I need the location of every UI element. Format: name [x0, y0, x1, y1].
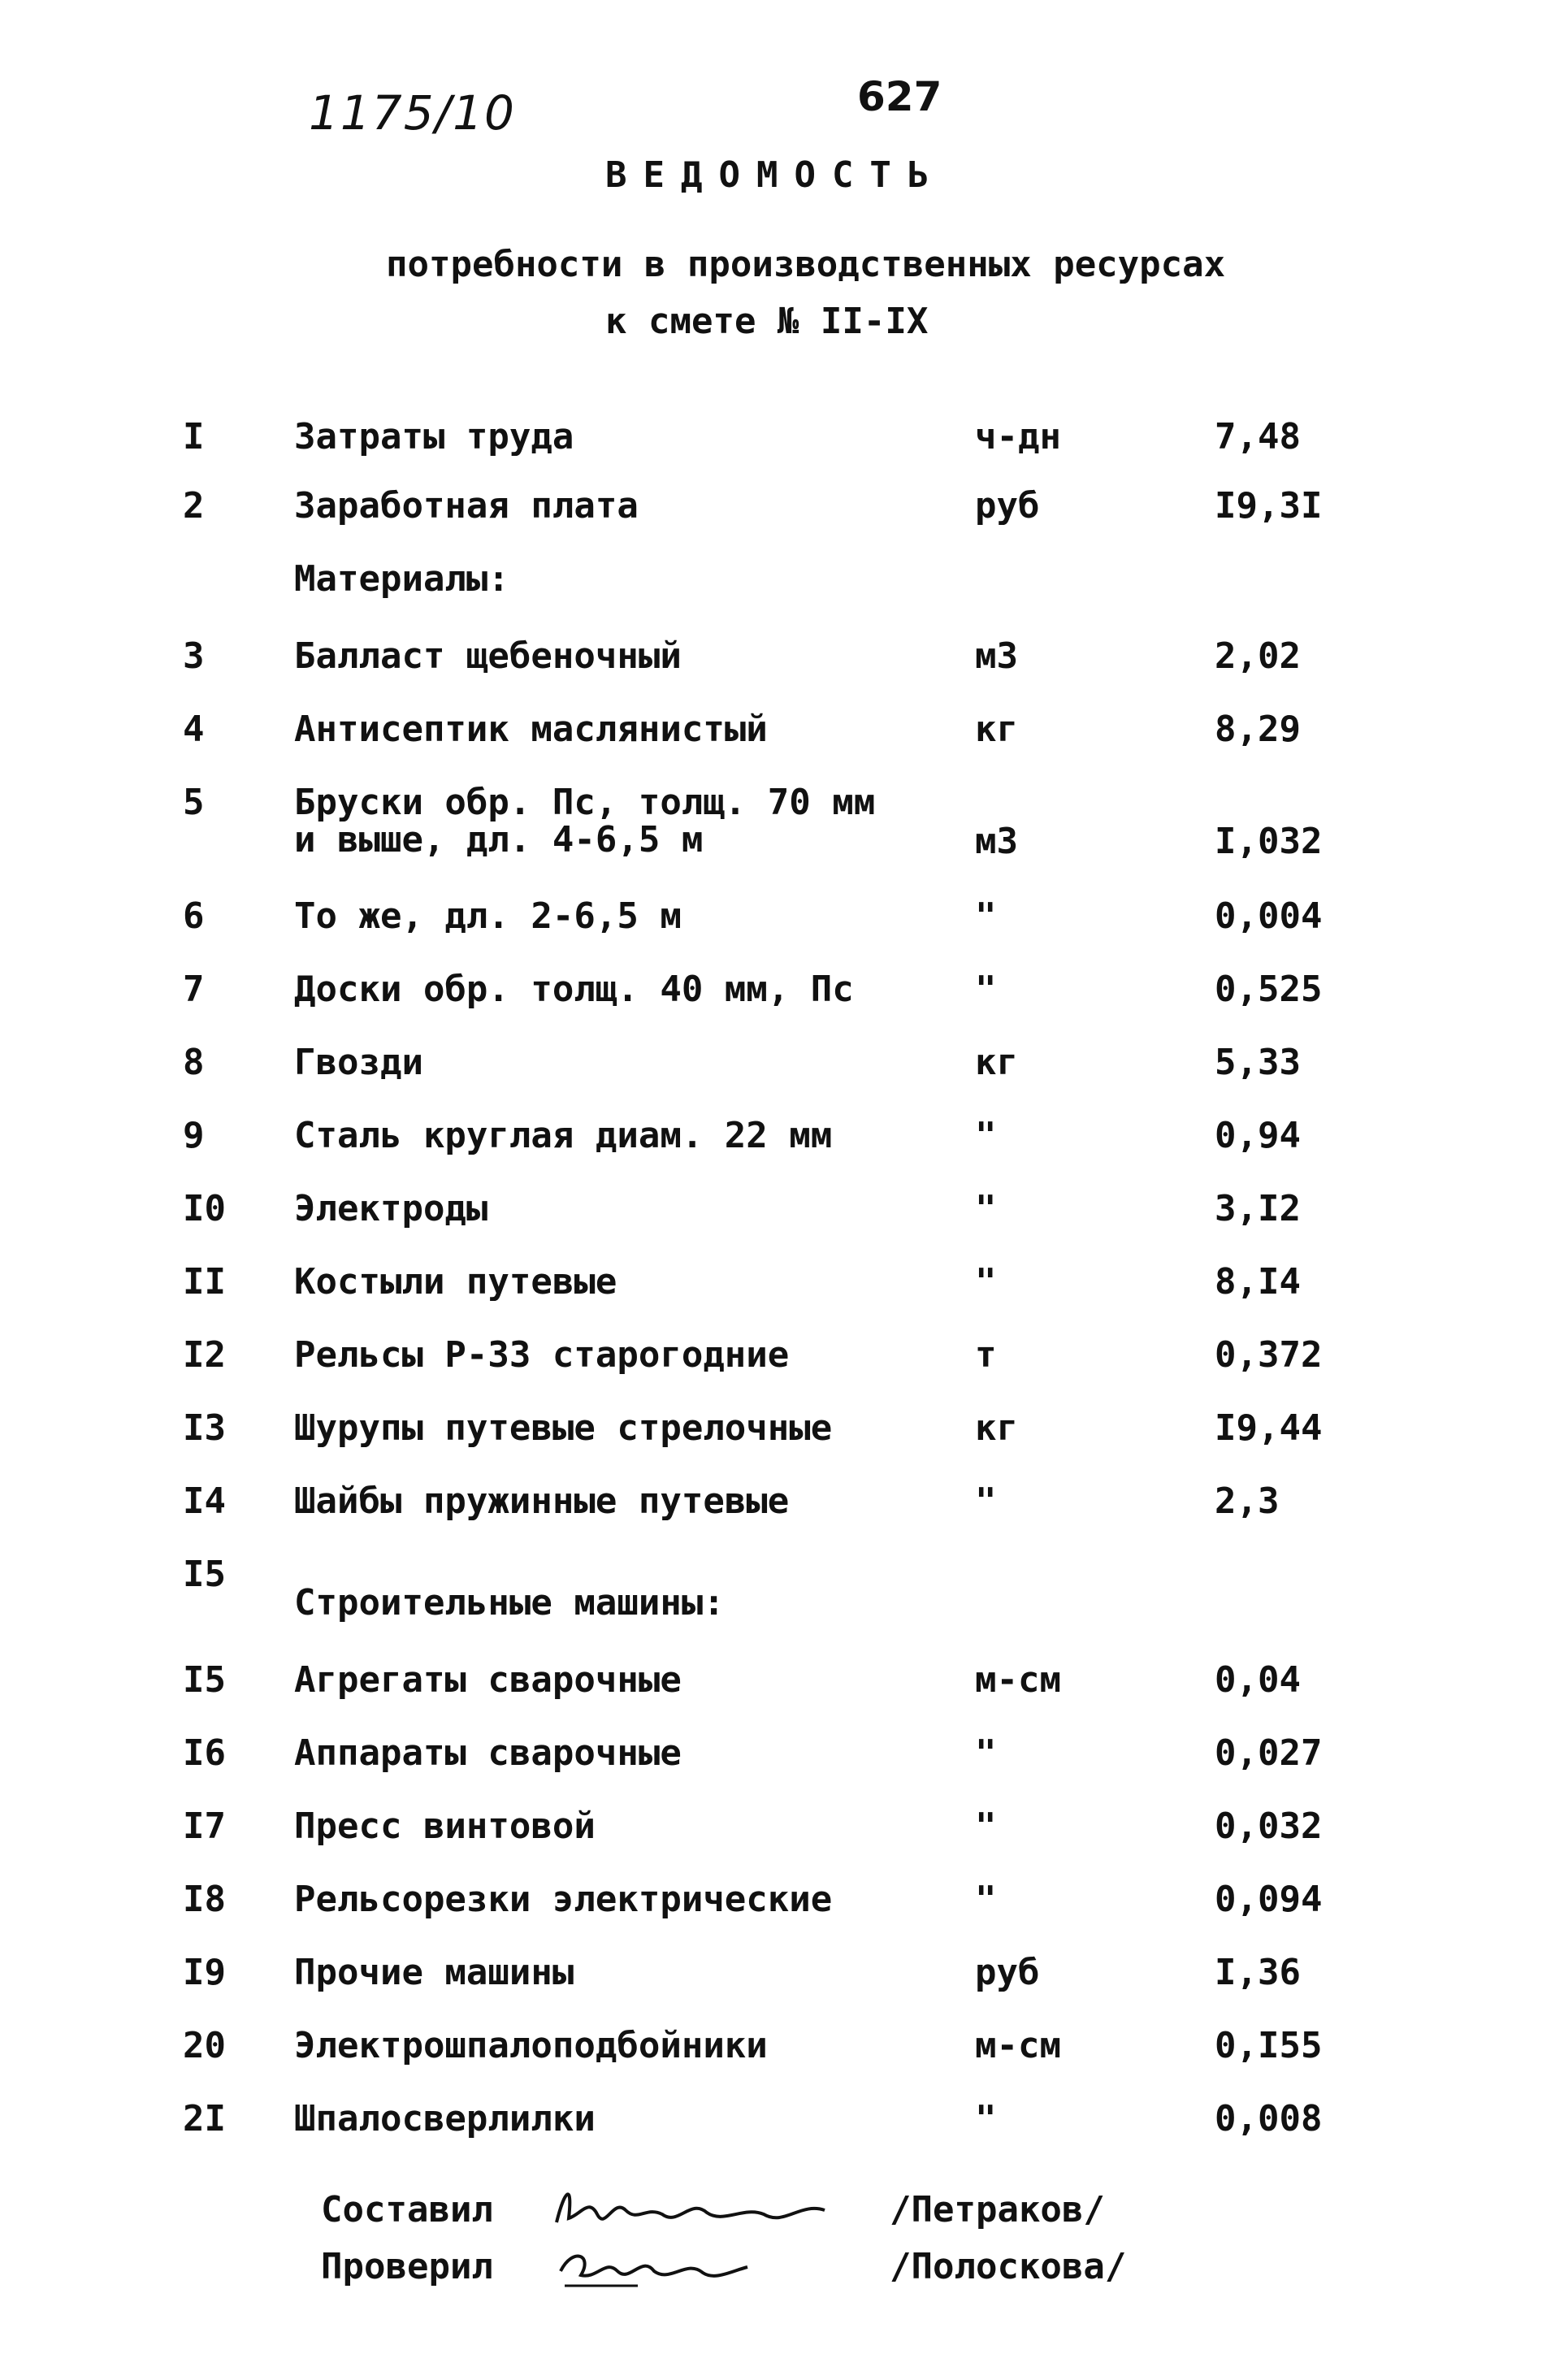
row-number: 9 — [183, 1115, 205, 1156]
row-name: Заработная плата — [294, 485, 639, 527]
checked-by-name: /Полоскова/ — [890, 2246, 1127, 2287]
row-name: Бруски обр. Пс, толщ. 70 мм и выше, дл. 4-6,5 м — [294, 782, 876, 861]
row-name: Рельсорезки электрические — [294, 1879, 833, 1920]
document-subtitle-line2: к смете № II-IX — [605, 301, 929, 342]
row-number: I9 — [183, 1952, 226, 1993]
row-value: 7,48 — [1215, 416, 1301, 457]
row-name: Электроды — [294, 1188, 488, 1229]
row-name: Шпалосверлилки — [294, 2098, 596, 2139]
row-name: Сталь круглая диам. 22 мм — [294, 1115, 833, 1156]
row-unit: " — [975, 1732, 997, 1774]
row-name: Доски обр. толщ. 40 мм, Пс — [294, 969, 854, 1010]
row-name: Балласт щебеночный — [294, 635, 682, 677]
row-unit: м3 — [975, 635, 1018, 677]
row-number: I2 — [183, 1334, 226, 1376]
row-number: 2I — [183, 2098, 226, 2139]
row-number: I5 — [183, 1659, 226, 1701]
row-value: I,36 — [1215, 1952, 1301, 1993]
row-number: I8 — [183, 1879, 226, 1920]
compiled-by-label: Составил — [321, 2189, 493, 2230]
row-value: 0,94 — [1215, 1115, 1301, 1156]
row-number: 8 — [183, 1042, 205, 1083]
row-number: I — [183, 416, 205, 457]
row-number: 5 — [183, 782, 205, 823]
row-unit: " — [975, 1261, 997, 1303]
row-number: 7 — [183, 969, 205, 1010]
row-number: I6 — [183, 1732, 226, 1774]
row-value: I9,3I — [1215, 485, 1323, 527]
row-number: I0 — [183, 1188, 226, 1229]
row-name: Электрошпалоподбойники — [294, 2025, 768, 2066]
doc-number: 1175/10 — [309, 85, 516, 141]
row-unit: " — [975, 2098, 997, 2139]
row-unit: м-см — [975, 1659, 1061, 1701]
row-unit: т — [975, 1334, 997, 1376]
row-name: Костыли путевые — [294, 1261, 617, 1303]
row-value: I9,44 — [1215, 1407, 1323, 1449]
row-unit: " — [975, 1879, 997, 1920]
row-name: Материалы: — [294, 558, 509, 600]
row-value: 0,027 — [1215, 1732, 1323, 1774]
row-unit: руб — [975, 485, 1040, 527]
row-unit: кг — [975, 1407, 1018, 1449]
document-title: ВЕДОМОСТЬ — [605, 154, 946, 196]
row-value: 8,29 — [1215, 709, 1301, 750]
compiled-by-name: /Петраков/ — [890, 2189, 1105, 2230]
row-name: То же, дл. 2-6,5 м — [294, 895, 682, 937]
row-number: I3 — [183, 1407, 226, 1449]
row-value: 0,008 — [1215, 2098, 1323, 2139]
checked-by-label: Проверил — [321, 2246, 493, 2287]
row-name: Аппараты сварочные — [294, 1732, 682, 1774]
row-value: 0,04 — [1215, 1659, 1301, 1701]
row-unit: " — [975, 1806, 997, 1847]
row-value: 8,I4 — [1215, 1261, 1301, 1303]
row-value: 0,372 — [1215, 1334, 1323, 1376]
row-name: Шайбы пружинные путевые — [294, 1480, 790, 1522]
row-unit: кг — [975, 1042, 1018, 1083]
row-name: Пресс винтовой — [294, 1806, 596, 1847]
row-number: 4 — [183, 709, 205, 750]
row-name: Шурупы путевые стрелочные — [294, 1407, 833, 1449]
row-value: I,032 — [1215, 821, 1323, 862]
row-number: 2 — [183, 485, 205, 527]
document-subtitle-line1: потребности в производственных ресурсах — [386, 244, 1226, 285]
row-unit: " — [975, 895, 997, 937]
row-name: Гвозди — [294, 1042, 423, 1083]
row-name: Прочие машины — [294, 1952, 574, 1993]
row-value: 2,3 — [1215, 1480, 1280, 1522]
row-unit: м3 — [975, 821, 1018, 862]
row-name: Агрегаты сварочные — [294, 1659, 682, 1701]
row-number: II — [183, 1261, 226, 1303]
row-unit: м-см — [975, 2025, 1061, 2066]
page-number: 627 — [857, 73, 942, 120]
row-value: 0,525 — [1215, 969, 1323, 1010]
row-unit: " — [975, 1115, 997, 1156]
row-name: Рельсы Р-33 старогодние — [294, 1334, 790, 1376]
row-number: I5 — [183, 1554, 226, 1595]
handwritten-signature-icon — [548, 2239, 792, 2295]
row-value: 0,I55 — [1215, 2025, 1323, 2066]
row-value: 2,02 — [1215, 635, 1301, 677]
row-unit: ч-дн — [975, 416, 1061, 457]
row-number: 3 — [183, 635, 205, 677]
row-value: 3,I2 — [1215, 1188, 1301, 1229]
row-number: 6 — [183, 895, 205, 937]
row-unit: руб — [975, 1952, 1040, 1993]
row-name: Антисептик маслянистый — [294, 709, 768, 750]
handwritten-signature-icon — [548, 2182, 857, 2239]
row-value: 0,004 — [1215, 895, 1323, 937]
row-number: I7 — [183, 1806, 226, 1847]
row-name: Затраты труда — [294, 416, 574, 457]
row-value: 0,094 — [1215, 1879, 1323, 1920]
row-unit: " — [975, 1480, 997, 1522]
row-number: I4 — [183, 1480, 226, 1522]
row-number: 20 — [183, 2025, 226, 2066]
row-value: 0,032 — [1215, 1806, 1323, 1847]
row-name: Строительные машины: — [294, 1582, 725, 1624]
row-unit: " — [975, 969, 997, 1010]
row-unit: кг — [975, 709, 1018, 750]
row-value: 5,33 — [1215, 1042, 1301, 1083]
row-unit: " — [975, 1188, 997, 1229]
